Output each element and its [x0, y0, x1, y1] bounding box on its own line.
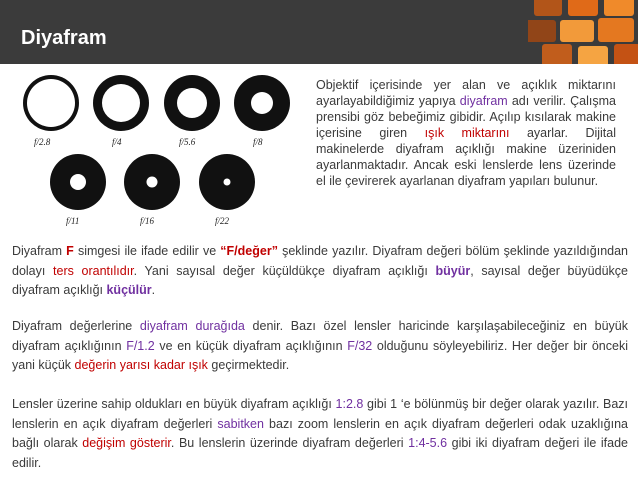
aperture-f16-icon: [124, 154, 180, 210]
label-f22: f/22: [215, 216, 230, 226]
paragraph-lens-values: Lensler üzerine sahip oldukları en büyük diyafram açıklığı 1:2.8 gibi 1 ‘e bölünmüş bir değer olarak yazılır. Bazı lenslerin en açık diyafram değerleri sabitken bazı zoom lenslerin en açık diyafram değerleri odak uzaklığına bağlı olarak değişim gösterir. Bu lenslerin üzerinde diyafram değerleri 1:4-5.6 gibi iki diyafram değeri ile ifade edilir.: [12, 397, 628, 470]
paragraph-diyafram-duragi: Diyafram değerlerine diyafram durağıda denir. Bazı özel lensler haricinde karşılaşabileceğiniz en büyük diyafram açıklığının F/1.2 ve en küçük diyafram açıklığının F/32 olduğunu söyleyebiliriz. Her değer bir önceki yani küçük değerin yarısı kadar ışık geçirmektedir.: [12, 319, 628, 372]
aperture-figure: [20, 72, 304, 240]
highlight-ters-orantili: ters orantılıdır: [53, 263, 134, 278]
highlight-f: F: [66, 244, 74, 258]
highlight-degisim: değişim gösterir: [82, 436, 171, 450]
intro-text: Objektif içerisinde yer alan ve açıklık miktarını ayarlayabildiğimiz yapıya: [316, 78, 616, 108]
highlight-f-deger: “F/değer”: [220, 244, 278, 258]
highlight-kuculur: küçülür: [106, 283, 152, 297]
highlight-f32: F/32: [347, 338, 373, 353]
highlight-f1-2: F/1.2: [126, 338, 155, 353]
aperture-f8-icon: [234, 75, 290, 131]
highlight-1-4-5-6: 1:4-5.6: [408, 436, 448, 450]
highlight-yarisi-kadar: değerin yarısı kadar ışık: [74, 358, 208, 372]
highlight-diyafram-duragi: diyafram durağıda: [139, 319, 245, 333]
paragraph-f-value: Diyafram F simgesi ile ifade edilir ve “F/değer” şeklinde yazılır. Diyafram değeri bölüm şeklinde yazıldığından dolayı ters orantılıdır. Yani sayısal değer küçüldükçe diyafram açıklığı büyür, sayısal değer büyüdükçe diyafram açıklığı küçülür.: [12, 244, 629, 297]
label-f16: f/16: [140, 216, 155, 226]
intro-highlight-diyafram: diyafram: [459, 94, 508, 108]
highlight-sabitken: sabitken: [217, 416, 264, 431]
aperture-f5-6-icon: [164, 75, 220, 131]
aperture-f22-icon: [199, 154, 255, 210]
intro-highlight-isik: ışık miktarını: [424, 126, 510, 140]
intro-text: ayarlar. Dijital makinelerde diyafram açıklığı makine üzeriniden ayarlanmaktadır. Ancak eski lenslerde lens üzerinde el ile çevirerek ayarlanan diyafram yapıları bulunur.: [316, 126, 617, 188]
slide-header: [0, 0, 638, 64]
label-f4: f/4: [112, 137, 122, 147]
decorative-corner: [528, 0, 638, 64]
highlight-1-2-8: 1:2.8: [335, 397, 364, 411]
slide-title: Diyafram: [21, 27, 107, 49]
label-f8: f/8: [253, 137, 263, 147]
label-f11: f/11: [66, 216, 80, 226]
intro-text: adı verilir. Çalışma prensibi göz bebeğimiz gibidir. Açılıp kısılarak makine içerisine giren: [316, 94, 616, 140]
intro-paragraph: [316, 77, 616, 189]
aperture-f4-icon: [93, 75, 149, 131]
highlight-buyur: büyür: [435, 263, 471, 278]
label-f5-6: f/5.6: [179, 137, 196, 147]
aperture-f11-icon: [50, 154, 106, 210]
aperture-f2-8-icon: [23, 75, 79, 131]
label-f2-8: f/2.8: [34, 137, 51, 147]
